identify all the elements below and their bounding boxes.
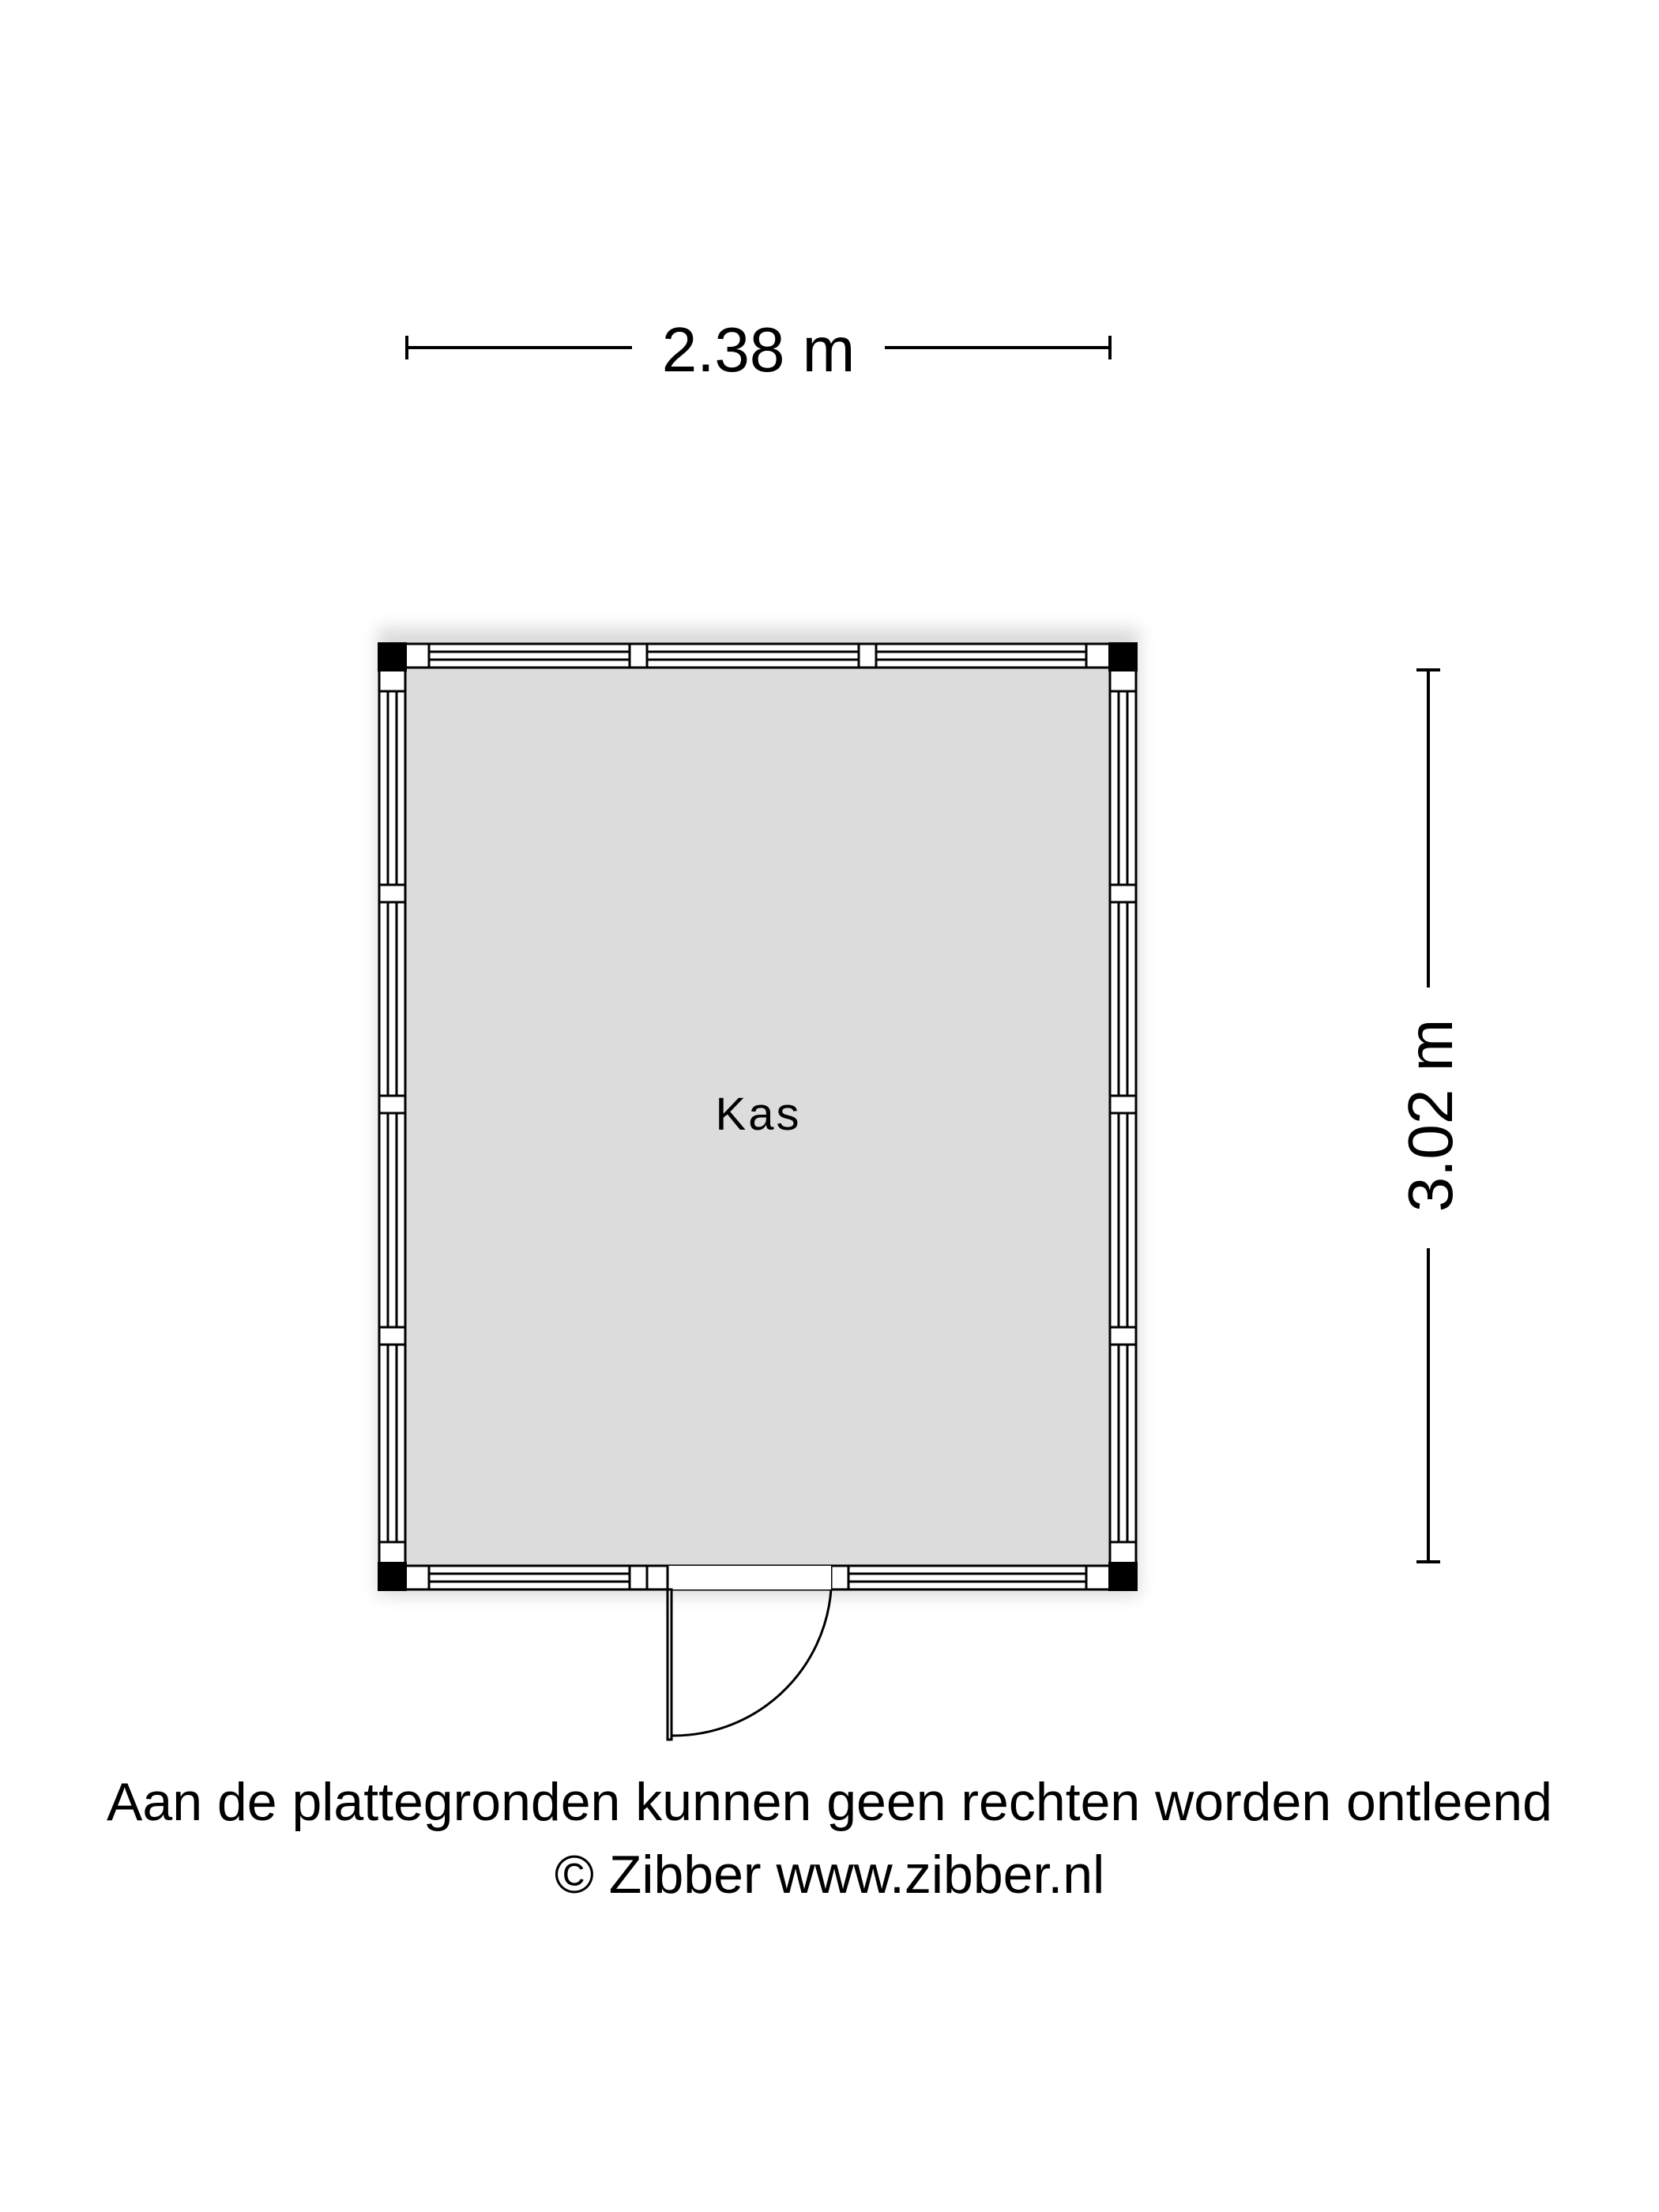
room-label: Kas [715,1089,802,1140]
footer [0,1766,1659,1911]
width-dimension [407,314,1110,385]
greenhouse-room [378,628,1139,1596]
copyright-text: © Zibber www.zibber.nl [554,1845,1105,1905]
height-dimension [1395,670,1465,1562]
door-leaf [668,1589,672,1740]
disclaimer-text: Aan de plattegronden kunnen geen rechten worden ontleend [107,1772,1552,1832]
door-swing-arc [672,1589,831,1736]
height-dimension-label: 3.02 m [1395,1018,1465,1213]
width-dimension-label: 2.38 m [661,314,856,385]
